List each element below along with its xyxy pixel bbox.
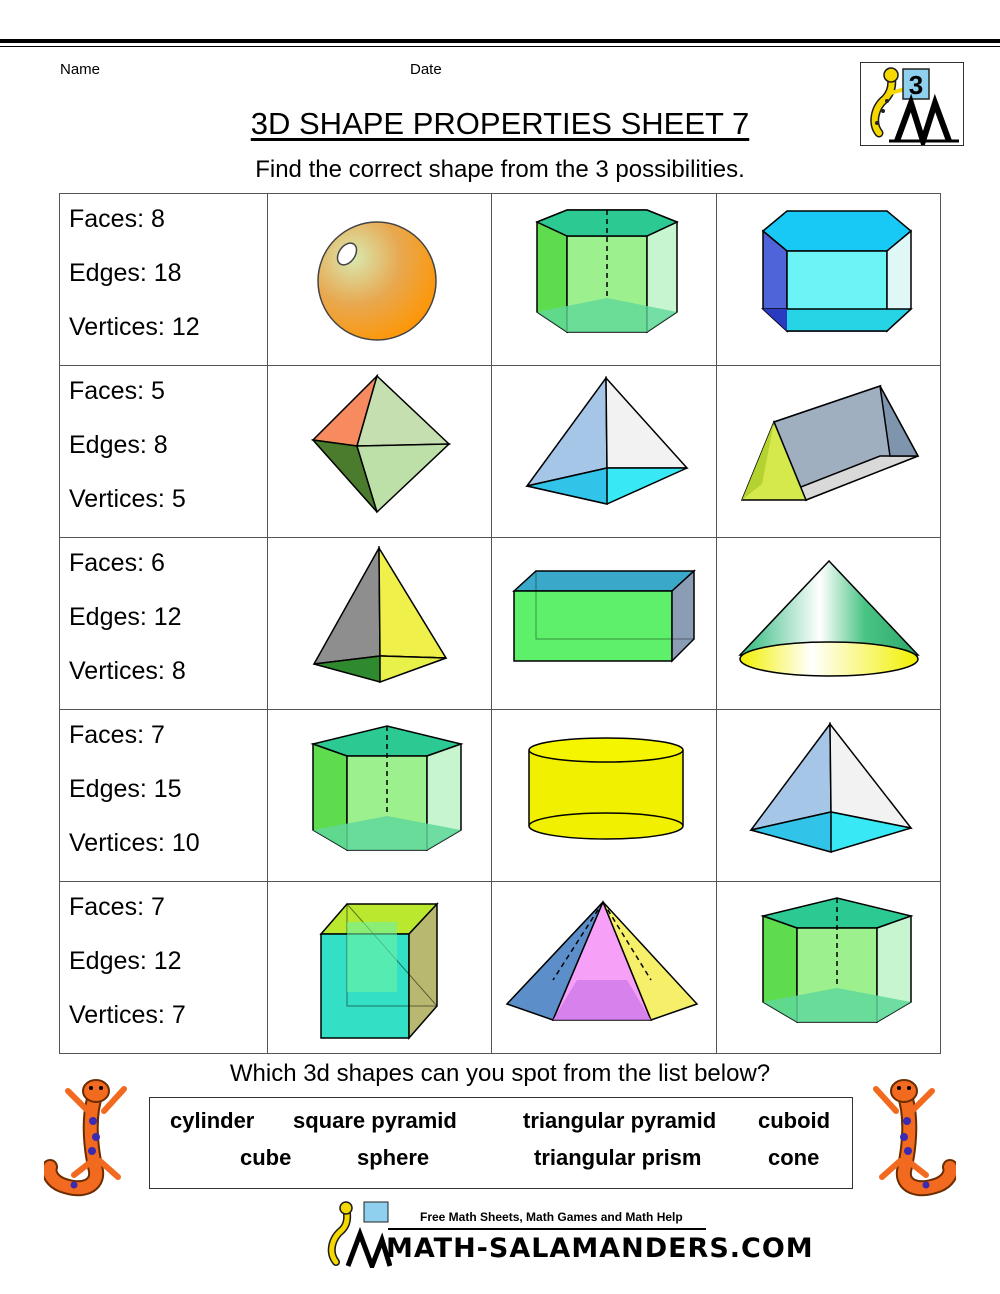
column-divider [267,194,268,1053]
edges-count: Edges: 18 [69,259,182,287]
name-label: Name [60,61,101,78]
word-item: cube [240,1145,292,1170]
faces-count: Faces: 6 [69,549,165,577]
vertices-count: Vertices: 8 [69,657,186,685]
triangular-pyramid-icon[interactable] [523,376,693,506]
triangular-prism-icon[interactable] [740,384,925,504]
hexagonal-prism-icon[interactable] [757,209,917,334]
vertices-count: Vertices: 12 [69,313,200,341]
row-divider [60,881,940,882]
faces-count: Faces: 7 [69,721,165,749]
hexagonal-pyramid-icon[interactable] [505,900,700,1025]
word-item: cone [768,1145,820,1170]
pentagonal-prism-icon[interactable] [307,722,467,854]
triangular-pyramid-icon[interactable] [747,722,917,854]
footer-tagline: Free Math Sheets, Math Games and Math Help [420,1210,683,1224]
edges-count: Edges: 12 [69,947,182,975]
faces-count: Faces: 5 [69,377,165,405]
faces-count: Faces: 7 [69,893,165,921]
square-pyramid-icon[interactable] [310,546,450,686]
footer-rule [388,1228,706,1230]
word-item: cuboid [758,1108,831,1133]
word-item: triangular prism [534,1145,702,1170]
vertices-count: Vertices: 7 [69,1001,186,1029]
salamander-mascot-left [44,1075,144,1205]
footer-site-name[interactable]: MATH-SALAMANDERS.COM [386,1233,814,1264]
word-item: triangular pyramid [523,1108,717,1133]
salamander-mascot-right [856,1075,956,1205]
cuboid-icon[interactable] [512,569,697,664]
word-item: sphere [357,1145,430,1170]
word-list-question: Which 3d shapes can you spot from the list below? [229,1060,771,1087]
row-3-properties [69,536,186,698]
top-rule [0,39,1000,43]
row-2-properties [69,364,186,526]
cube-icon[interactable] [317,902,442,1042]
word-item: square pyramid [293,1108,457,1133]
pentagonal-prism-icon[interactable] [527,206,687,336]
faces-count: Faces: 8 [69,205,165,233]
top-rule-thin [0,46,1000,47]
word-item: cylinder [170,1108,255,1133]
word-list-box [149,1097,853,1189]
page-title: 3D SHAPE PROPERTIES SHEET 7 [250,106,750,141]
edges-count: Edges: 15 [69,775,182,803]
row-4-properties [69,708,200,870]
pentagonal-prism-icon[interactable] [757,894,917,1026]
date-label: Date [410,61,442,78]
edges-count: Edges: 8 [69,431,168,459]
sphere-icon[interactable] [307,211,447,351]
footer-logo-icon [322,1200,392,1268]
column-divider [491,194,492,1053]
row-1-properties [69,192,200,354]
shape-table [59,193,941,1054]
edges-count: Edges: 12 [69,603,182,631]
cylinder-icon[interactable] [527,736,687,841]
cone-icon[interactable] [736,559,921,679]
vertices-count: Vertices: 10 [69,829,200,857]
instructions: Find the correct shape from the 3 possibilities. [255,156,745,183]
row-divider [60,365,940,366]
row-divider [60,537,940,538]
column-divider [716,194,717,1053]
grade-badge: 3 [908,70,924,100]
vertices-count: Vertices: 5 [69,485,186,513]
row-5-properties [69,880,186,1042]
octahedron-icon[interactable] [307,374,457,514]
